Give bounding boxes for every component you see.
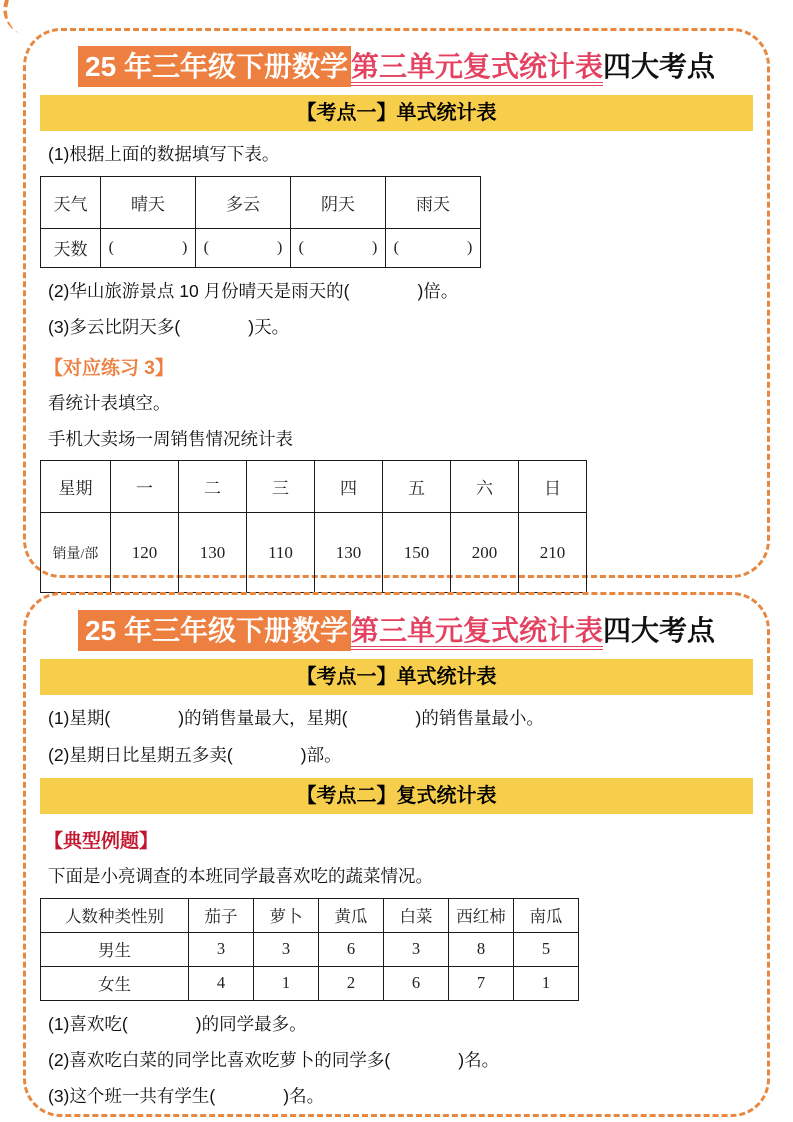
- worksheet-card-1: [23, 28, 770, 578]
- table-row: [41, 176, 481, 228]
- table-row: [41, 461, 587, 513]
- veg-value-cell: 2: [319, 966, 384, 1000]
- question-2: (2)华山旅游景点 10 月份晴天是雨天的( )倍。: [48, 280, 459, 301]
- veg-value-cell: 6: [319, 932, 384, 966]
- sales-day-cell: 三: [247, 461, 315, 513]
- title-suffix: 四大考点: [602, 51, 715, 82]
- topic-banner-2: 【考点二】复式统计表: [40, 778, 753, 814]
- sales-table: [40, 460, 587, 593]
- veg-value-cell: 4: [189, 966, 254, 1000]
- veg-value-cell: 6: [384, 966, 449, 1000]
- title-underlined: 第三单元复式统计表: [351, 51, 603, 86]
- table-row: [41, 228, 481, 267]
- table-row: [41, 513, 587, 593]
- veg-header-cell: 白菜: [384, 898, 449, 932]
- question-4: (2)喜欢吃白菜的同学比喜欢吃萝卜的同学多( )名。: [48, 1049, 500, 1070]
- title-highlight: 25 年三年级下册数学: [78, 46, 351, 87]
- veg-value-cell: 5: [514, 932, 579, 966]
- topic-banner-1b: 【考点一】单式统计表: [40, 659, 753, 695]
- table-row: [41, 898, 579, 932]
- veg-value-cell: 3: [384, 932, 449, 966]
- sales-day-cell: 四: [315, 461, 383, 513]
- veg-header-cell: 人数种类性别: [41, 898, 189, 932]
- title-highlight: 25 年三年级下册数学: [78, 610, 351, 651]
- weather-table: [40, 176, 481, 268]
- sales-day-cell: 一: [111, 461, 179, 513]
- veg-value-cell: 3: [254, 932, 319, 966]
- question-2: (2)星期日比星期五多卖( )部。: [48, 744, 342, 765]
- question-3: (1)喜欢吃( )的同学最多。: [48, 1013, 307, 1034]
- topic-banner-1: 【考点一】单式统计表: [40, 95, 753, 131]
- weather-header-cell: 多云: [196, 176, 291, 228]
- sales-header-label: 星期: [41, 461, 111, 513]
- sales-value-cell: 200: [451, 513, 519, 593]
- question-3: (3)多云比阴天多( )天。: [48, 317, 290, 338]
- example-label: 【典型例题】: [44, 831, 159, 853]
- veg-value-cell: 3: [189, 932, 254, 966]
- practice-label: 【对应练习 3】: [44, 357, 174, 379]
- veg-value-cell: 7: [449, 966, 514, 1000]
- question-5: (3)这个班一共有学生( )名。: [48, 1086, 325, 1107]
- veg-header-cell: 南瓜: [514, 898, 579, 932]
- vegetable-table: [40, 898, 579, 1001]
- sales-day-cell: 二: [179, 461, 247, 513]
- question-1: (1)星期( )的销售量最大，星期( )的销售量最小。: [48, 708, 544, 729]
- sales-day-cell: 五: [383, 461, 451, 513]
- sales-value-cell: 130: [179, 513, 247, 593]
- veg-value-cell: 1: [514, 966, 579, 1000]
- weather-blank-cell: ( ): [101, 228, 196, 267]
- title-underlined: 第三单元复式统计表: [351, 615, 603, 650]
- sales-day-cell: 日: [519, 461, 587, 513]
- weather-blank-cell: ( ): [386, 228, 481, 267]
- weather-header-cell: 天气: [41, 176, 101, 228]
- veg-row-label: 女生: [41, 966, 189, 1000]
- border-fragment: [0, 0, 34, 34]
- veg-value-cell: 8: [449, 932, 514, 966]
- sales-value-cell: 150: [383, 513, 451, 593]
- sales-table-title: 手机大卖场一周销售情况统计表: [48, 428, 293, 449]
- sales-value-cell: 110: [247, 513, 315, 593]
- veg-header-cell: 西红柿: [449, 898, 514, 932]
- weather-header-cell: 雨天: [386, 176, 481, 228]
- veg-row-label: 男生: [41, 932, 189, 966]
- sales-value-cell: 120: [111, 513, 179, 593]
- worksheet-title: [38, 49, 755, 85]
- sales-row-label: 销量/部: [41, 513, 111, 593]
- table-row: [41, 966, 579, 1000]
- title-suffix: 四大考点: [602, 615, 715, 646]
- weather-blank-cell: ( ): [291, 228, 386, 267]
- table-row: [41, 932, 579, 966]
- veg-value-cell: 1: [254, 966, 319, 1000]
- worksheet-title: [38, 613, 755, 649]
- sales-day-cell: 六: [451, 461, 519, 513]
- veg-header-cell: 茄子: [189, 898, 254, 932]
- veg-intro: 下面是小亮调查的本班同学最喜欢吃的蔬菜情况。: [48, 866, 433, 887]
- sales-value-cell: 210: [519, 513, 587, 593]
- weather-row-label: 天数: [41, 228, 101, 267]
- practice-intro: 看统计表填空。: [48, 392, 171, 413]
- question-fill-table: (1)根据上面的数据填写下表。: [48, 144, 280, 165]
- veg-header-cell: 萝卜: [254, 898, 319, 932]
- veg-header-cell: 黄瓜: [319, 898, 384, 932]
- worksheet-card-2: [23, 592, 770, 1117]
- weather-blank-cell: ( ): [196, 228, 291, 267]
- weather-header-cell: 晴天: [101, 176, 196, 228]
- weather-header-cell: 阴天: [291, 176, 386, 228]
- sales-value-cell: 130: [315, 513, 383, 593]
